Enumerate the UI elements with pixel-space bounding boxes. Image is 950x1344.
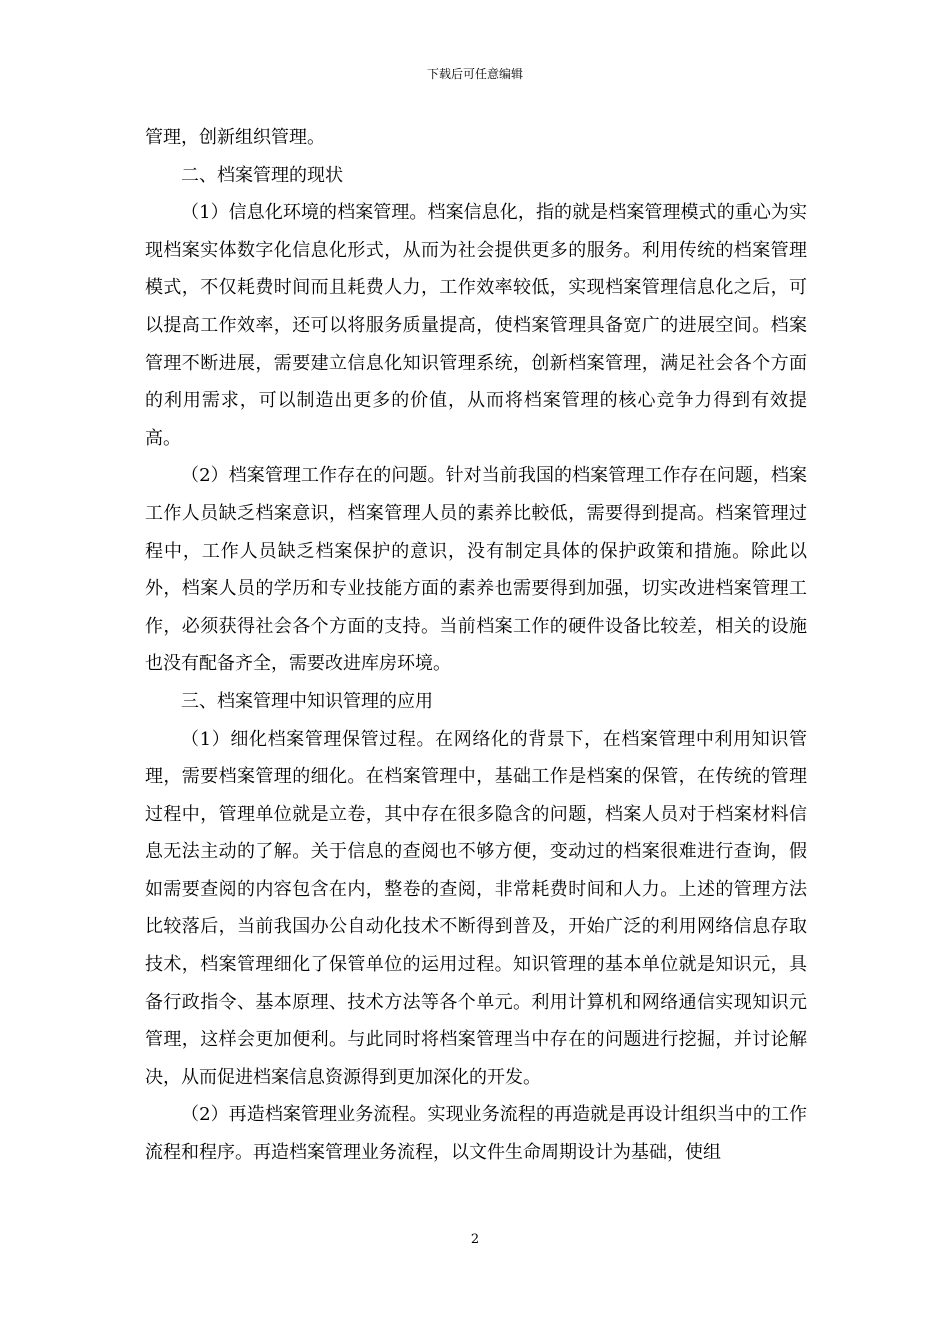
section-heading-application: 三、档案管理中知识管理的应用: [181, 690, 433, 712]
section-heading-current-status: 二、档案管理的现状: [181, 164, 343, 186]
page-header: 下载后可任意编辑: [426, 67, 523, 81]
paragraph-problems: （2）档案管理工作存在的问题。针对当前我国的档案管理工作存在问题，档案工作人员缺乏档案意识，档案管理人员的素养比較低，需要得到提高。档案管理过程中，工作人员缺乏档案保护的意识，没有制定具体的保护政策和措施。除此以外，档案人员的学历和专业技能方面的素养也需要得到加强，切实改进档案管理工作，必须获得社会各个方面的支持。当前档案工作的硬件设备比较差，相关的设施也没有配备齐全，需要改进库房环境。: [145, 465, 807, 675]
page-number: 2: [470, 1232, 480, 1247]
paragraph-informatization: （1）信息化环境的档案管理。档案信息化，指的就是档案管理模式的重心为实现档案实体数字化信息化形式，从而为社会提供更多的服务。利用传统的档案管理模式，不仅耗费时间而且耗费人力，工作效率较低，实现档案管理信息化之后，可以提高工作效率，还可以将服务质量提高，使档案管理具备宽广的进展空间。档案管理不断进展，需要建立信息化知识管理系统，创新档案管理，满足社会各个方面的利用需求，可以制造出更多的价值，从而将档案管理的核心竞争力得到有效提高。: [145, 202, 807, 449]
paragraph-continuation: 管理，创新组织管理。: [145, 127, 325, 148]
paragraph-refine-custody: （1）细化档案管理保管过程。在网络化的背景下，在档案管理中利用知识管理，需要档案管理的细化。在档案管理中，基础工作是档案的保管，在传统的管理过程中，管理单位就是立卷，其中存在很多隐含的问题，档案人员对于档案材料信息无法主动的了解。关于信息的查阅也不够方便，变动过的档案很难进行查询，假如需要查阅的内容包含在内，整卷的查阅，非常耗费时间和人力。上述的管理方法比较落后，当前我国办公自动化技术不断得到普及，开始广泛的利用网络信息存取技术，档案管理细化了保管单位的运用过程。知识管理的基本单位就是知识元，具备行政指令、基本原理、技术方法等各个单元。利用计算机和网络通信实现知识元管理，这样会更加便利。与此同时将档案管理当中存在的问题进行挖掘，并讨论解决，从而促进档案信息资源得到更加深化的开发。: [145, 728, 807, 1088]
paragraph-reengineer-process: （2）再造档案管理业务流程。实现业务流程的再造就是再设计组织当中的工作流程和程序。再造档案管理业务流程，以文件生命周期设计为基础，使组: [145, 1104, 807, 1164]
document-body: [145, 119, 807, 1172]
